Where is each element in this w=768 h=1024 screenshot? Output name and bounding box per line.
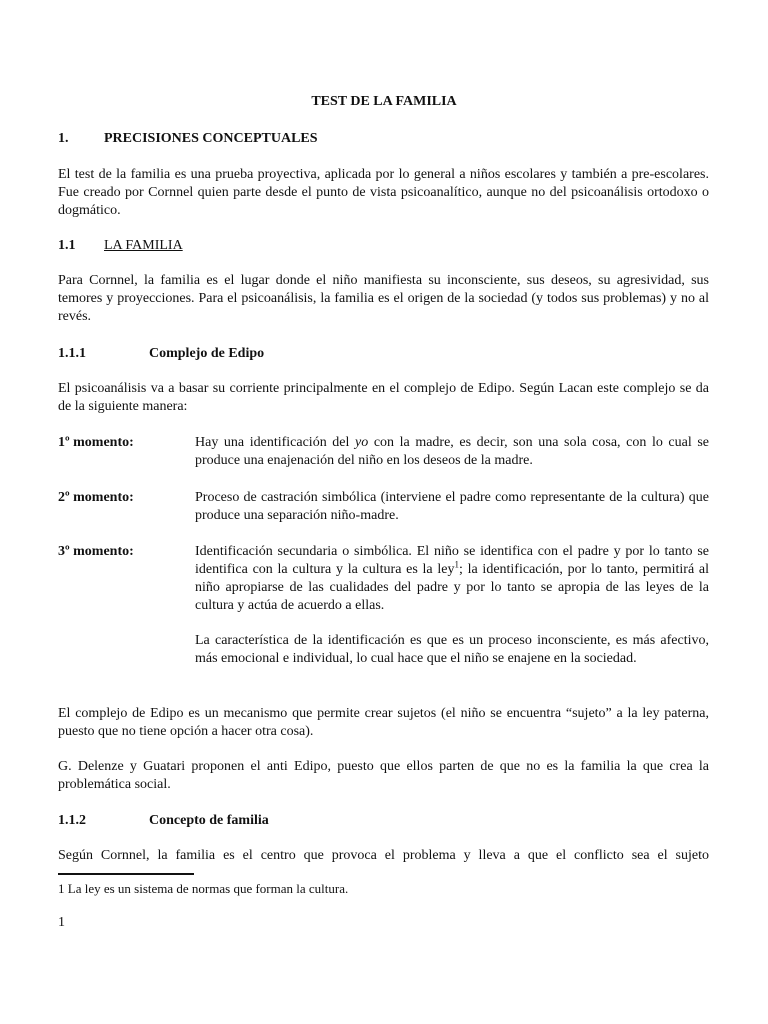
document-title: TEST DE LA FAMILIA [311, 94, 457, 109]
page-number: 1 [58, 915, 65, 930]
section-1-1-paragraph: Para Cornnel, la familia es el lugar donde el niño manifiesta su inconsciente, sus deseos, su agresividad, sus temores y proyecciones. Para el psicoanálisis, la familia es el origen de la sociedad (y todos sus problemas) y no al revés. [58, 273, 709, 324]
moment-2-label: 2º momento: [58, 490, 134, 505]
moment-3-text: Identificación secundaria o simbólica. El niño se identifica con el padre y por lo tanto se identifica con la cultura y la cultura es la ley$^1$; la identificación, por lo tanto, permitirá al niño apropiarse de las cualidades del padre y por lo tanto se apropia de las leyes de la cultura y actúa de acuerdo a ellas. [195, 544, 709, 613]
section-1-paragraph: El test de la familia es una prueba proyectiva, aplicada por lo general a niños escolares y también a pre-escolares. Fue creado por Cornnel quien parte desde el punto de vista psicoanalítico, aunque no del psicoanálisis ortodoxo o dogmático. [58, 167, 709, 218]
moment-2-text: Proceso de castración simbólica (interviene el padre como representante de la cultura) que produce una separación niño-madre. [195, 490, 709, 523]
moment-3-text-2: La característica de la identificación es que es un proceso inconsciente, es más afectivo, más emocional e individual, lo cual hace que el niño se enajene en la sociedad. [195, 633, 709, 666]
moment-1-italic-yo: yo [355, 435, 369, 450]
moment-1-text: Hay una identificación del yo con la madre, es decir, son una sola cosa, con lo cual se produce una enajenación del niño en los deseos de la madre. [195, 435, 710, 468]
moment-1-label: 1º momento: [58, 435, 134, 450]
section-1-1-1-paragraph-2: El complejo de Edipo es un mecanismo que permite crear sujetos (el niño se encuentra “sujeto” a la ley paterna, puesto que no tiene opción a hacer otra cosa). [58, 706, 709, 739]
section-1-number: 1. [58, 131, 69, 146]
section-1-1-2-number: 1.1.2 [58, 813, 86, 828]
section-1-1-number: 1.1 [58, 238, 76, 253]
footnote-separator [58, 873, 194, 875]
section-1-1-1-number: 1.1.1 [58, 346, 86, 361]
section-1-1-1-paragraph-3: G. Delenze y Guatari proponen el anti Edipo, puesto que ellos parten de que no es la familia la que crea la problemática social. [58, 759, 709, 792]
moment-3-label: 3º momento: [58, 544, 134, 559]
section-1-title: PRECISIONES CONCEPTUALES [104, 131, 318, 146]
section-1-1-1-intro: El psicoanálisis va a basar su corriente principalmente en el complejo de Edipo. Según Lacan este complejo se da de la siguiente manera: [58, 381, 709, 414]
section-1-1-2-title: Concepto de familia [149, 813, 269, 828]
footnote-text: 1 La ley es un sistema de normas que forman la cultura. [58, 881, 349, 896]
section-1-1-2-paragraph: Según Cornnel, la familia es el centro que provoca el problema y lleva a que el conflicto sea el sujeto [58, 848, 709, 863]
footnote-reference: 1 [454, 559, 459, 570]
section-1-1-title: LA FAMILIA [104, 238, 183, 253]
section-1-1-1-title: Complejo de Edipo [149, 346, 265, 361]
